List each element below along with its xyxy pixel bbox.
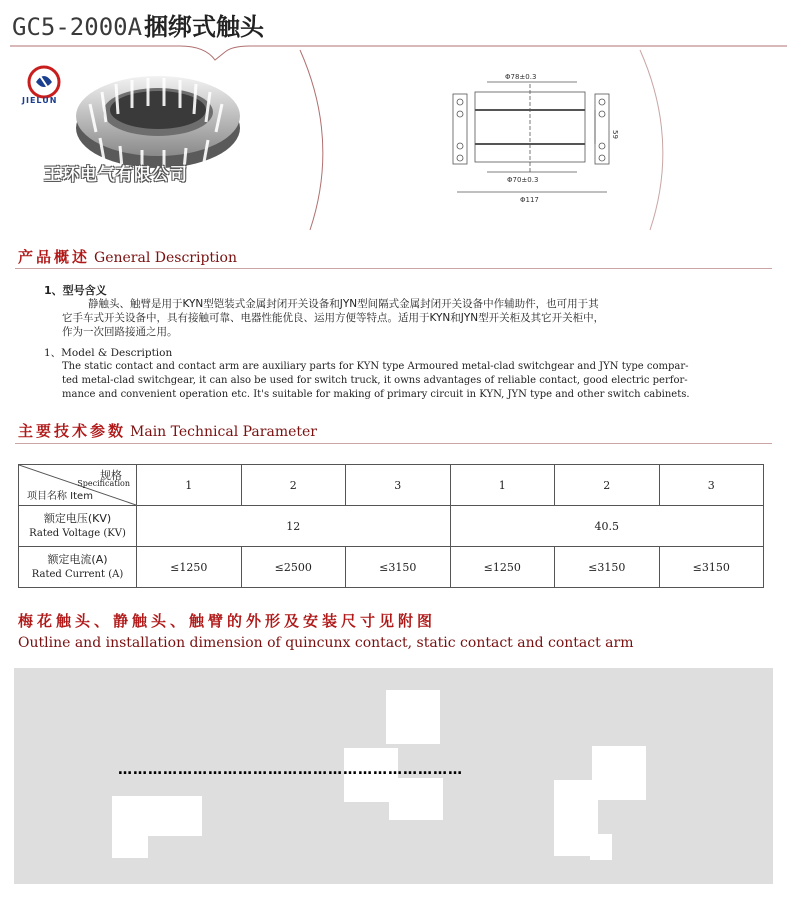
table-row bbox=[19, 547, 764, 588]
spec-item-header-cell bbox=[19, 465, 137, 506]
dim-bottom-label: Φ117 bbox=[520, 196, 539, 204]
table-row bbox=[19, 506, 764, 547]
image-placeholder-block bbox=[112, 796, 166, 836]
desc-en-line-3: mance and convenient operation etc. It's suitable for making of primary circuit in KYN, JYN type and other switch cabinets. bbox=[62, 389, 690, 400]
image-placeholder-block bbox=[554, 780, 598, 834]
company-name: 王环电气有限公司 bbox=[44, 165, 188, 185]
spec-label-cn: 规格 bbox=[100, 469, 122, 482]
section-divider bbox=[15, 443, 772, 444]
param-heading-cn: 主要技术参数 bbox=[18, 422, 127, 440]
current-value: ≤1250 bbox=[137, 547, 242, 588]
item-label: 项目名称 Item bbox=[27, 491, 93, 502]
product-name: 捆绑式触头 bbox=[144, 13, 265, 41]
col-header: 1 bbox=[450, 465, 555, 506]
model-meaning-title: 1、型号含义 bbox=[44, 284, 107, 297]
col-header: 2 bbox=[241, 465, 346, 506]
col-header: 3 bbox=[346, 465, 451, 506]
current-value: ≤3150 bbox=[555, 547, 660, 588]
general-heading-cn: 产品概述 bbox=[18, 248, 91, 266]
dim-mid-label: Φ70±0.3 bbox=[507, 176, 539, 184]
table-header-row bbox=[19, 465, 764, 506]
current-value: ≤1250 bbox=[450, 547, 555, 588]
current-label-cn: 额定电流(A) bbox=[47, 553, 108, 566]
col-header: 2 bbox=[555, 465, 660, 506]
col-header: 1 bbox=[137, 465, 242, 506]
outline-heading-en-wrap bbox=[18, 632, 634, 651]
general-description-heading bbox=[18, 246, 237, 267]
spec-label-en: Specification bbox=[77, 479, 130, 488]
desc-en-title: 1、Model & Description bbox=[44, 347, 173, 359]
parameter-heading bbox=[18, 420, 317, 441]
image-placeholder-block bbox=[389, 778, 443, 820]
image-placeholder-block bbox=[590, 834, 612, 860]
current-row-label bbox=[19, 547, 137, 588]
desc-en-line-2: ted metal-clad switchgear, it can also be used for switch truck, it owns advantages of reliable contact, good electric perfor- bbox=[62, 375, 688, 386]
current-value: ≤3150 bbox=[659, 547, 764, 588]
outline-heading-cn: 梅花触头、静触头、触臂的外形及安装尺寸见附图 bbox=[18, 612, 437, 630]
voltage-row-label bbox=[19, 506, 137, 547]
desc-cn-line-2: 它手车式开关设备中，具有接触可靠、电器性能优良、运用方便等特点。适用于KYN和JYN型开关柜及其它开关柜中， bbox=[62, 312, 605, 324]
parameter-table bbox=[18, 464, 764, 588]
image-placeholder-block bbox=[592, 746, 646, 800]
section-divider bbox=[15, 268, 772, 269]
col-header: 3 bbox=[659, 465, 764, 506]
image-placeholder-block bbox=[386, 690, 440, 744]
voltage-label-cn: 额定电压(KV) bbox=[43, 512, 112, 525]
current-label-en: Rated Current (A) bbox=[31, 569, 124, 580]
image-placeholder-block bbox=[112, 836, 148, 858]
dim-height-label: 59 bbox=[611, 130, 619, 139]
desc-en-line-1: The static contact and contact arm are auxiliary parts for KYN type Armoured metal-clad switchgear and JYN type compar- bbox=[62, 361, 689, 372]
current-value: ≤2500 bbox=[241, 547, 346, 588]
voltage-label-en: Rated Voltage (KV) bbox=[29, 528, 126, 539]
param-heading-en: Main Technical Parameter bbox=[130, 424, 317, 440]
general-heading-en: General Description bbox=[94, 250, 237, 266]
voltage-value: 40.5 bbox=[450, 506, 764, 547]
outline-heading bbox=[18, 610, 436, 631]
desc-cn-line-3: 作为一次回路接通之用。 bbox=[62, 326, 178, 338]
voltage-value: 12 bbox=[137, 506, 451, 547]
current-value: ≤3150 bbox=[346, 547, 451, 588]
image-placeholder-block bbox=[554, 834, 590, 856]
desc-cn-line-1: 静触头、触臂是用于KYN型铠装式金属封闭开关设备和JYN型间隔式金属封闭开关设备中作辅助件，也可用于其 bbox=[88, 298, 599, 310]
model-code: GC5-2000A bbox=[12, 13, 143, 41]
loading-dots: …………………………………………………………… bbox=[118, 762, 463, 778]
outline-heading-en: Outline and installation dimension of quincunx contact, static contact and contact arm bbox=[18, 635, 634, 651]
dim-top-label: Φ78±0.3 bbox=[505, 73, 537, 81]
page-title bbox=[12, 12, 264, 42]
dimension-drawing bbox=[445, 64, 625, 214]
logo-text: JIELUN bbox=[22, 96, 58, 105]
image-placeholder-block bbox=[166, 796, 202, 836]
